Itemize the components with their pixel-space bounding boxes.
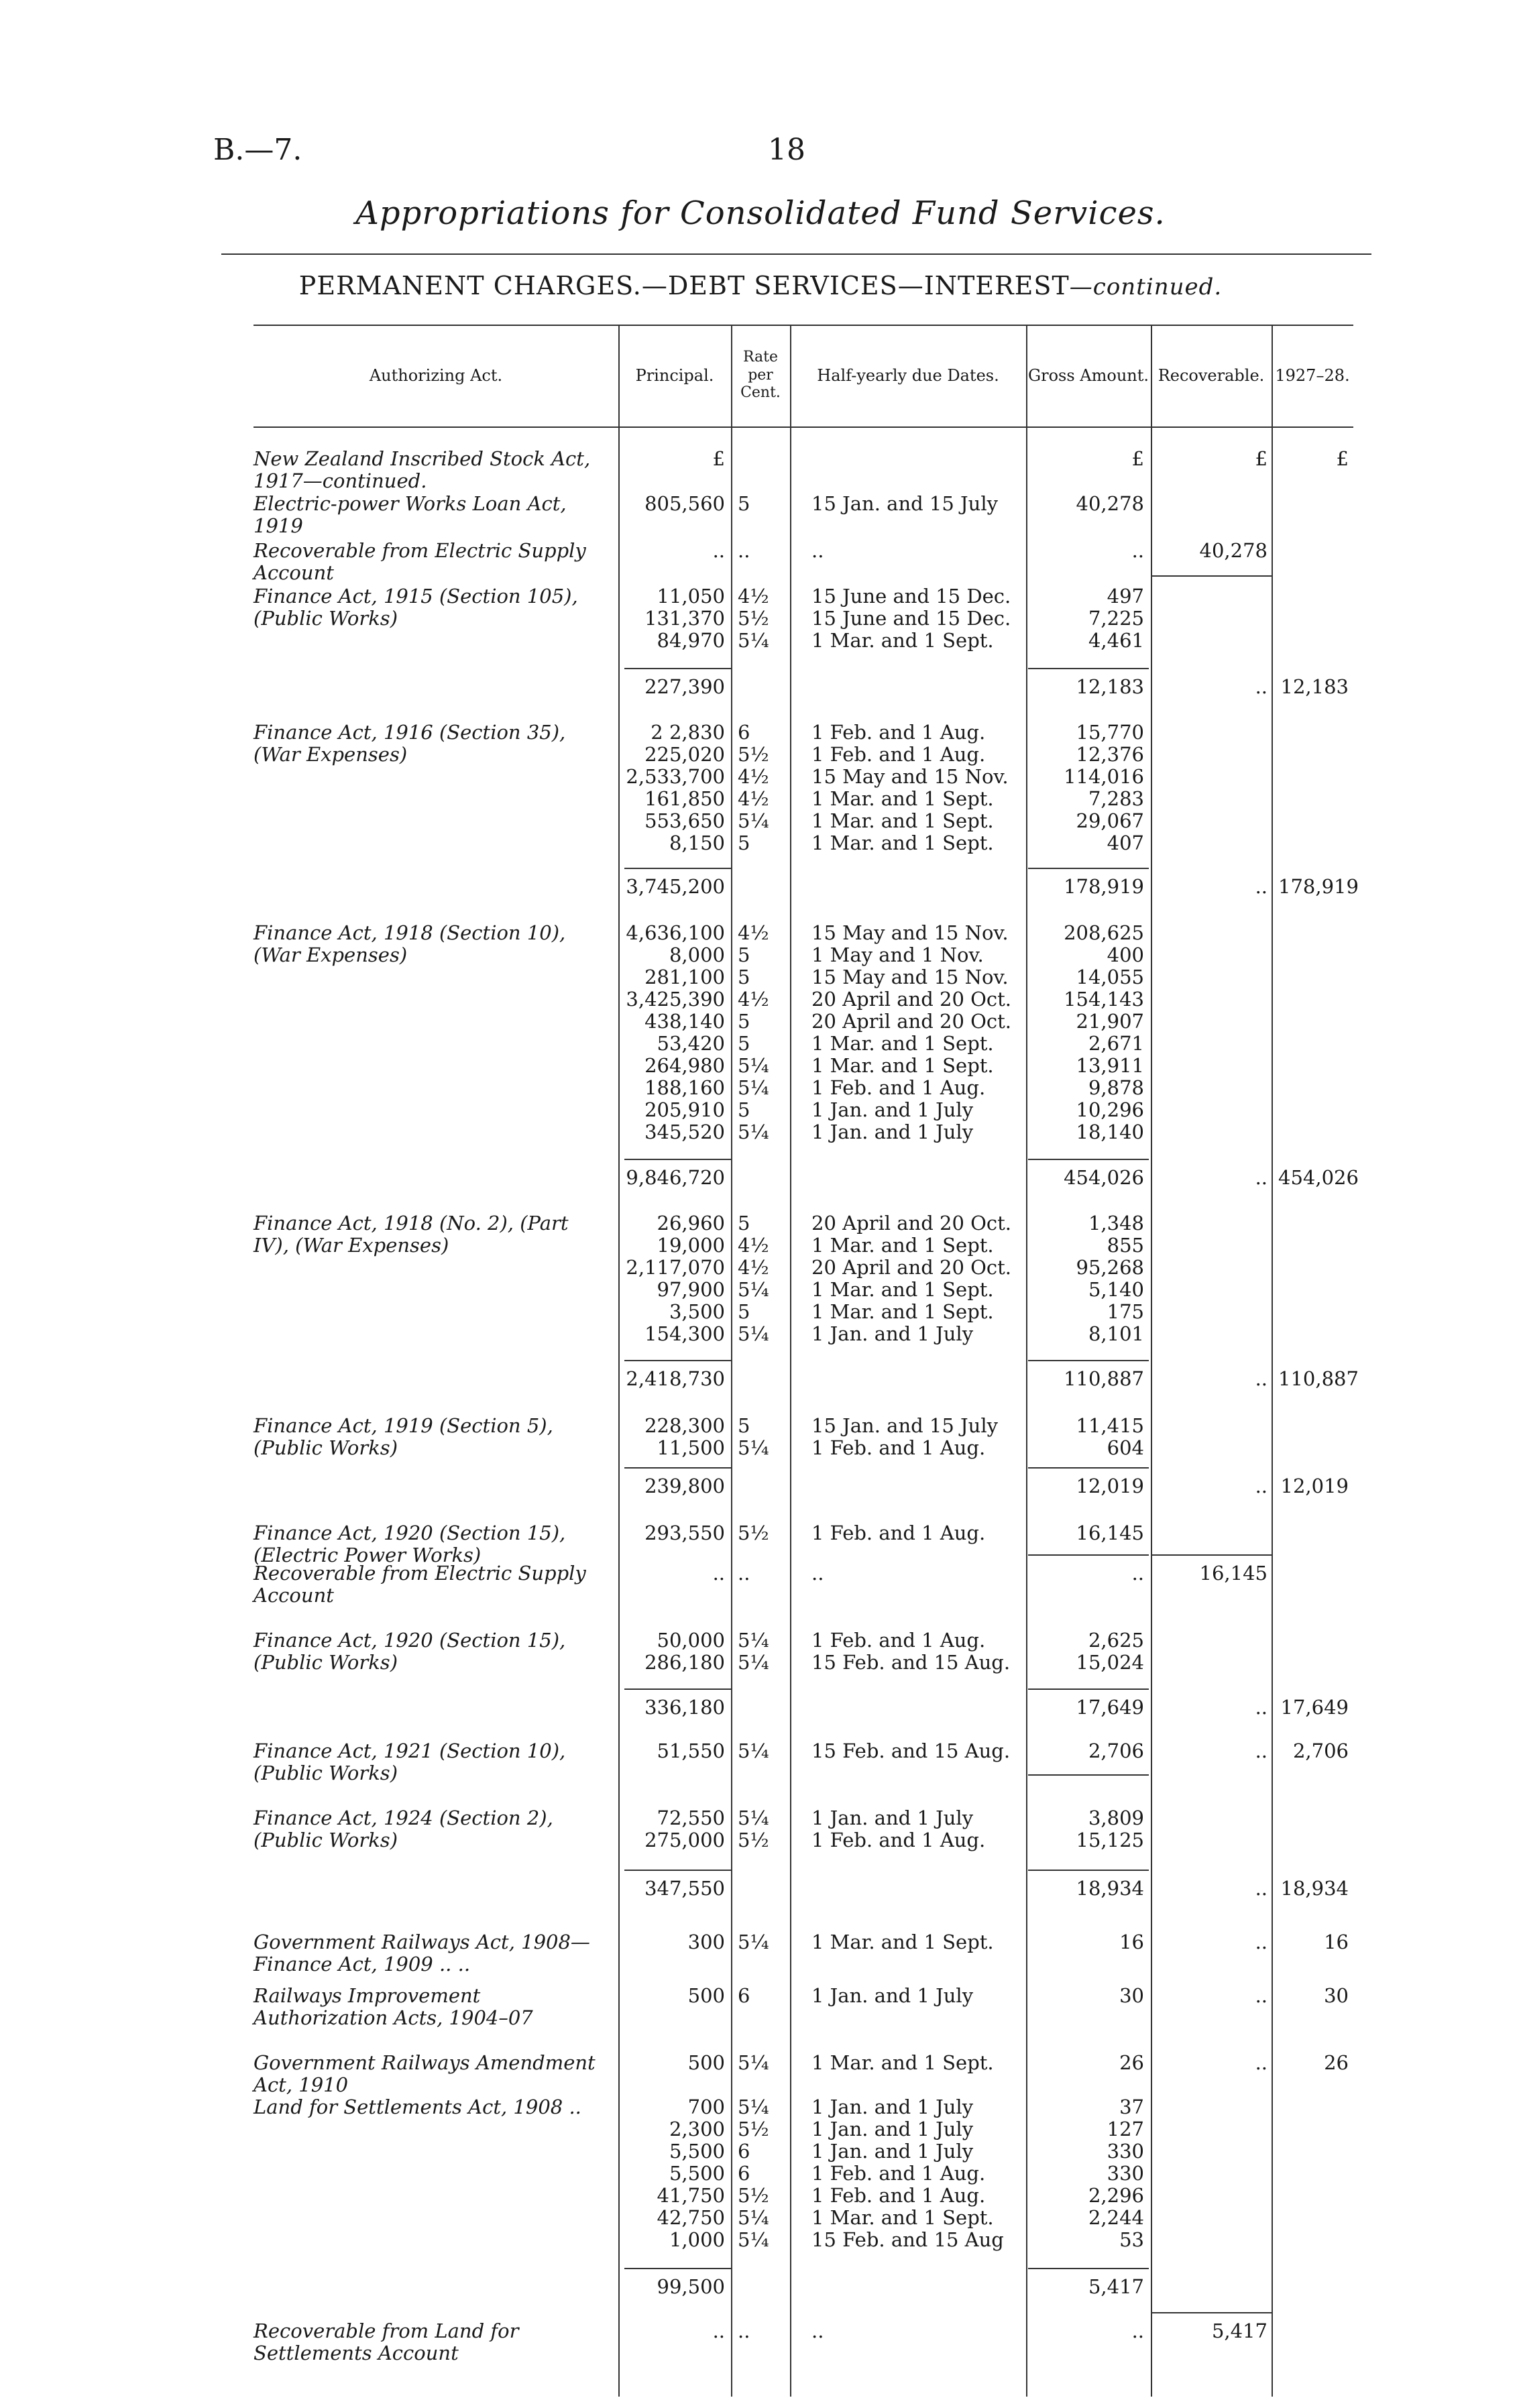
header-principal: Principal. bbox=[635, 365, 714, 385]
subtotal-rule bbox=[1028, 1554, 1149, 1556]
cell-gross: £ bbox=[1131, 447, 1144, 470]
cell-dates: 1 Jan. and 1 July bbox=[811, 1984, 974, 2007]
cell-dates: 15 Feb. and 15 Aug. bbox=[811, 1739, 1011, 1762]
header-rate: Rate per Cent. bbox=[740, 349, 781, 402]
cell-dates: 20 April and 20 Oct. 1 Mar. and 1 Sept. 20 April and 20 Oct. 1 Mar. and 1 Sept. 1 Mar. and 1 Sept. 1 Jan. and 1 July bbox=[811, 1212, 1012, 1345]
cell-gross: .. bbox=[1131, 539, 1144, 562]
cell-principal: 500 bbox=[687, 2051, 725, 2074]
column-divider bbox=[1151, 325, 1152, 2397]
cell-gross: 18,934 bbox=[1076, 1877, 1144, 1900]
cell-act: Government Railways Amendment Act, 1910 bbox=[253, 2051, 596, 2096]
cell-year: 16 bbox=[1324, 1931, 1349, 1953]
cell-principal: 500 bbox=[687, 1984, 725, 2007]
cell-gross: 40,278 bbox=[1076, 492, 1144, 515]
cell-gross: 12,183 bbox=[1076, 675, 1144, 698]
cell-year: 12,183 bbox=[1280, 675, 1349, 698]
header-bottom-rule bbox=[253, 426, 1353, 428]
cell-dates: 15 June and 15 Dec. 15 June and 15 Dec. 1 Mar. and 1 Sept. bbox=[811, 585, 1011, 652]
cell-act: Recoverable from Electric Supply Account bbox=[253, 1562, 586, 1607]
cell-principal: 300 bbox=[687, 1931, 725, 1953]
cell-rate: 5¼ bbox=[738, 1739, 769, 1762]
subtotal-rule bbox=[624, 1360, 732, 1361]
cell-dates: 15 Jan. and 15 July 1 Feb. and 1 Aug. bbox=[811, 1414, 998, 1459]
cell-gross: 16,145 bbox=[1076, 1522, 1144, 1544]
column-divider bbox=[618, 325, 620, 2397]
subtotal-rule bbox=[624, 1467, 732, 1469]
cell-principal: 72,550 275,000 bbox=[644, 1807, 725, 1851]
cell-principal: 99,500 bbox=[657, 2275, 725, 2298]
cell-act: Recoverable from Land for Settlements Account bbox=[253, 2319, 519, 2364]
cell-rec: .. bbox=[1255, 2051, 1268, 2074]
cell-dates: .. bbox=[811, 539, 824, 562]
cell-act: Finance Act, 1920 (Section 15), (Public Works) bbox=[253, 1629, 566, 1674]
header-dates: Half-yearly due Dates. bbox=[817, 365, 999, 385]
cell-gross: 30 bbox=[1119, 1984, 1144, 2007]
cell-year: 110,887 bbox=[1278, 1367, 1359, 1390]
cell-year: £ bbox=[1336, 447, 1349, 470]
cell-principal: 347,550 bbox=[644, 1877, 725, 1900]
cell-year: 18,934 bbox=[1280, 1877, 1349, 1900]
subtotal-rule bbox=[1028, 1774, 1149, 1776]
cell-principal: 700 2,300 5,500 5,500 41,750 42,750 1,000 bbox=[657, 2096, 725, 2251]
cell-dates: 15 May and 15 Nov. 1 May and 1 Nov. 15 May and 15 Nov. 20 April and 20 Oct. 20 April and 20 Oct. 1 Mar. and 1 Sept. 1 Mar. and 1 Sept. 1 Feb. and 1 Aug. 1 Jan. and 1 July 1 Jan. and 1 July bbox=[811, 921, 1012, 1143]
cell-act: Finance Act, 1924 (Section 2), (Public Works) bbox=[253, 1807, 553, 1851]
cell-act: Recoverable from Electric Supply Account bbox=[253, 539, 586, 584]
cell-dates: .. bbox=[811, 1562, 824, 1585]
cell-act: Government Railways Act, 1908—Finance Act, 1909 .. .. bbox=[253, 1931, 590, 1975]
cell-principal: 11,050 131,370 84,970 bbox=[644, 585, 725, 652]
header-year: 1927–28. bbox=[1275, 365, 1350, 385]
subtotal-rule bbox=[1028, 1159, 1149, 1160]
cell-dates: 1 Feb. and 1 Aug. bbox=[811, 1522, 986, 1544]
subtotal-rule bbox=[624, 868, 732, 869]
cell-year: 26 bbox=[1324, 2051, 1349, 2074]
subtotal-rule bbox=[1028, 1688, 1149, 1690]
subtotal-rule bbox=[624, 1870, 732, 1871]
cell-act: Finance Act, 1916 (Section 35), (War Expenses) bbox=[253, 721, 566, 766]
cell-gross: 110,887 bbox=[1064, 1367, 1144, 1390]
subtotal-rule bbox=[1028, 2268, 1149, 2269]
cell-rec: .. bbox=[1255, 875, 1268, 898]
subtotal-rule bbox=[1152, 575, 1272, 577]
cell-rec: £ bbox=[1255, 447, 1268, 470]
page-number: 18 bbox=[768, 133, 805, 167]
subtotal-rule bbox=[1152, 2312, 1272, 2313]
cell-rate: 5 bbox=[738, 492, 750, 515]
cell-rec: .. bbox=[1255, 1931, 1268, 1953]
cell-gross: .. bbox=[1131, 2319, 1144, 2342]
cell-rate: .. bbox=[738, 2319, 750, 2342]
column-divider bbox=[1272, 325, 1273, 2397]
cell-rec: .. bbox=[1255, 1475, 1268, 1497]
cell-rate: 5½ bbox=[738, 1522, 769, 1544]
cell-rec: .. bbox=[1255, 1877, 1268, 1900]
cell-rate: 5¼ 5¼ bbox=[738, 1629, 769, 1674]
subtotal-rule bbox=[1152, 1554, 1272, 1556]
cell-gross: 3,809 15,125 bbox=[1076, 1807, 1144, 1851]
cell-act: Finance Act, 1920 (Section 15), (Electric Power Works) bbox=[253, 1522, 566, 1566]
cell-rec: 5,417 bbox=[1211, 2319, 1268, 2342]
cell-principal: 239,800 bbox=[644, 1475, 725, 1497]
cell-principal: .. bbox=[712, 539, 725, 562]
cell-gross: 16 bbox=[1119, 1931, 1144, 1953]
subtotal-rule bbox=[1028, 668, 1149, 669]
cell-principal: 2,418,730 bbox=[626, 1367, 725, 1390]
subtitle-main: PERMANENT CHARGES.—DEBT SERVICES—INTEREST bbox=[298, 271, 1070, 300]
cell-act: Finance Act, 1915 (Section 105), (Public Works) bbox=[253, 585, 578, 630]
cell-rate: 4½ 5 5 4½ 5 5 5¼ 5¼ 5 5¼ bbox=[738, 921, 769, 1143]
cell-act: Finance Act, 1921 (Section 10), (Public Works) bbox=[253, 1739, 566, 1784]
column-divider bbox=[1026, 325, 1027, 2397]
cell-principal: 50,000 286,180 bbox=[644, 1629, 725, 1674]
cell-dates: 1 Jan. and 1 July 1 Feb. and 1 Aug. bbox=[811, 1807, 986, 1851]
subtotal-rule bbox=[1028, 1467, 1149, 1469]
cell-rec: .. bbox=[1255, 1984, 1268, 2007]
cell-gross: 1,348 855 95,268 5,140 175 8,101 bbox=[1076, 1212, 1144, 1345]
subtotal-rule bbox=[624, 668, 732, 669]
subtotal-rule bbox=[1028, 1870, 1149, 1871]
cell-principal: 227,390 bbox=[644, 675, 725, 698]
cell-principal: £ bbox=[712, 447, 725, 470]
header-recoverable: Recoverable. bbox=[1158, 365, 1265, 385]
cell-act: Finance Act, 1918 (No. 2), (Part IV), (War Expenses) bbox=[253, 1212, 569, 1257]
cell-gross: 2,625 15,024 bbox=[1076, 1629, 1144, 1674]
title-rule bbox=[221, 253, 1371, 255]
cell-rec: .. bbox=[1255, 675, 1268, 698]
cell-year: 2,706 bbox=[1292, 1739, 1349, 1762]
cell-rec: 16,145 bbox=[1199, 1562, 1268, 1585]
cell-gross: 5,417 bbox=[1088, 2275, 1144, 2298]
cell-principal: 228,300 11,500 bbox=[644, 1414, 725, 1459]
cell-gross: 178,919 bbox=[1064, 875, 1144, 898]
cell-act: Railways Improvement Authorization Acts, 1904–07 bbox=[253, 1984, 533, 2029]
cell-gross: 37 127 330 330 2,296 2,244 53 bbox=[1088, 2096, 1144, 2251]
cell-gross: 15,770 12,376 114,016 7,283 29,067 407 bbox=[1064, 721, 1144, 854]
cell-act: New Zealand Inscribed Stock Act, 1917—continued. bbox=[253, 447, 591, 492]
subtotal-rule bbox=[1028, 868, 1149, 869]
cell-year: 454,026 bbox=[1278, 1166, 1359, 1189]
cell-act: Finance Act, 1919 (Section 5), (Public Works) bbox=[253, 1414, 553, 1459]
cell-principal: 4,636,100 8,000 281,100 3,425,390 438,140 53,420 264,980 188,160 205,910 345,520 bbox=[626, 921, 725, 1143]
cell-rate: 5 5¼ bbox=[738, 1414, 769, 1459]
cell-dates: 1 Mar. and 1 Sept. bbox=[811, 1931, 994, 1953]
cell-principal: 51,550 bbox=[657, 1739, 725, 1762]
cell-principal: 9,846,720 bbox=[626, 1166, 725, 1189]
cell-rate: 6 bbox=[738, 1984, 750, 2007]
subtotal-rule bbox=[1028, 1360, 1149, 1361]
cell-rate: .. bbox=[738, 1562, 750, 1585]
cell-gross: 26 bbox=[1119, 2051, 1144, 2074]
page-title: Appropriations for Consolidated Fund Services. bbox=[355, 194, 1166, 232]
subtotal-rule bbox=[624, 1688, 732, 1690]
cell-principal: 336,180 bbox=[644, 1696, 725, 1719]
cell-rec: .. bbox=[1255, 1739, 1268, 1762]
cell-rate: .. bbox=[738, 539, 750, 562]
cell-year: 178,919 bbox=[1278, 875, 1359, 898]
cell-year: 30 bbox=[1324, 1984, 1349, 2007]
header-gross: Gross Amount. bbox=[1027, 365, 1149, 385]
cell-gross: 208,625 400 14,055 154,143 21,907 2,671 13,911 9,878 10,296 18,140 bbox=[1064, 921, 1144, 1143]
cell-year: 12,019 bbox=[1280, 1475, 1349, 1497]
cell-act: Electric-power Works Loan Act, 1919 bbox=[253, 492, 567, 537]
cell-principal: 2 2,830 225,020 2,533,700 161,850 553,650 8,150 bbox=[626, 721, 725, 854]
cell-gross: 2,706 bbox=[1088, 1739, 1144, 1762]
cell-gross: 11,415 604 bbox=[1076, 1414, 1144, 1459]
cell-rec: 40,278 bbox=[1199, 539, 1268, 562]
cell-rec: .. bbox=[1255, 1367, 1268, 1390]
subtitle-continued: —continued. bbox=[1069, 274, 1223, 300]
section-subtitle bbox=[0, 271, 1521, 300]
cell-rate: 5¼ bbox=[738, 1931, 769, 1953]
cell-year: 17,649 bbox=[1280, 1696, 1349, 1719]
cell-dates: 15 Jan. and 15 July bbox=[811, 492, 998, 515]
subtotal-rule bbox=[624, 1159, 732, 1160]
cell-act: Land for Settlements Act, 1908 .. bbox=[253, 2096, 581, 2118]
cell-dates: 1 Mar. and 1 Sept. bbox=[811, 2051, 994, 2074]
cell-principal: 3,745,200 bbox=[626, 875, 725, 898]
cell-principal: 293,550 bbox=[644, 1522, 725, 1544]
cell-rate: 6 5½ 4½ 4½ 5¼ 5 bbox=[738, 721, 769, 854]
cell-dates: .. bbox=[811, 2319, 824, 2342]
cell-rate: 5¼ bbox=[738, 2051, 769, 2074]
cell-act: Finance Act, 1918 (Section 10), (War Expenses) bbox=[253, 921, 566, 966]
header-authorizing-act: Authorizing Act. bbox=[369, 365, 503, 385]
cell-gross: 454,026 bbox=[1064, 1166, 1144, 1189]
cell-principal: .. bbox=[712, 1562, 725, 1585]
report-reference: B.—7. bbox=[213, 133, 302, 167]
subtotal-rule bbox=[624, 2268, 732, 2269]
cell-gross: 12,019 bbox=[1076, 1475, 1144, 1497]
cell-gross: 17,649 bbox=[1076, 1696, 1144, 1719]
cell-dates: 1 Jan. and 1 July 1 Jan. and 1 July 1 Jan. and 1 July 1 Feb. and 1 Aug. 1 Feb. and 1 Aug. 1 Mar. and 1 Sept. 15 Feb. and 15 Aug bbox=[811, 2096, 1004, 2251]
cell-rate: 5 4½ 4½ 5¼ 5 5¼ bbox=[738, 1212, 769, 1345]
cell-rate: 5¼ 5½ 6 6 5½ 5¼ 5¼ bbox=[738, 2096, 769, 2251]
cell-rate: 4½ 5½ 5¼ bbox=[738, 585, 769, 652]
cell-principal: .. bbox=[712, 2319, 725, 2342]
cell-rate: 5¼ 5½ bbox=[738, 1807, 769, 1851]
cell-dates: 1 Feb. and 1 Aug. 15 Feb. and 15 Aug. bbox=[811, 1629, 1011, 1674]
cell-rec: .. bbox=[1255, 1166, 1268, 1189]
cell-principal: 26,960 19,000 2,117,070 97,900 3,500 154,300 bbox=[626, 1212, 725, 1345]
cell-dates: 1 Feb. and 1 Aug. 1 Feb. and 1 Aug. 15 May and 15 Nov. 1 Mar. and 1 Sept. 1 Mar. and 1 Sept. 1 Mar. and 1 Sept. bbox=[811, 721, 1009, 854]
cell-principal: 805,560 bbox=[644, 492, 725, 515]
cell-gross: .. bbox=[1131, 1562, 1144, 1585]
cell-gross: 497 7,225 4,461 bbox=[1088, 585, 1144, 652]
cell-rec: .. bbox=[1255, 1696, 1268, 1719]
